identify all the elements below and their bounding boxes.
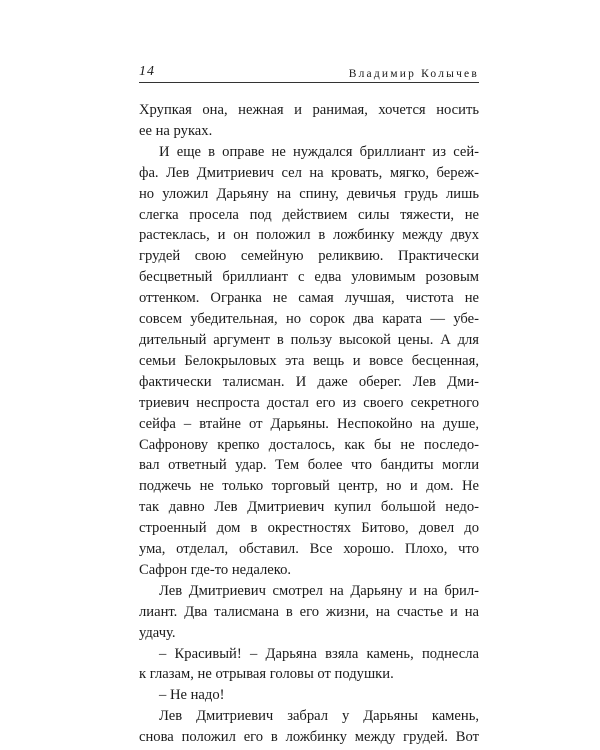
text-line: оттенком. Огранка не самая лучшая, чистота не: [139, 290, 479, 307]
text-line: снова положил его в ложбинку между грудей. Вот: [139, 729, 479, 746]
text-line: растеклась, и он положил в ложбинку между двух: [139, 227, 479, 244]
body-text: [139, 100, 479, 748]
page-header: [139, 58, 479, 80]
text-line: триевич неспроста достал его из своего секретного: [139, 394, 479, 411]
text-line: к глазам, не отрывая головы от подушки.: [139, 666, 394, 683]
page-number: 14: [139, 64, 155, 79]
text-line: сейфа – втайне от Дарьяны. Неспокойно на душе,: [139, 415, 479, 432]
text-line: совсем убедительная, но сорок два карата — убе-: [139, 311, 479, 328]
text-line: слегка просела под действием силы тяжести, не: [139, 206, 479, 223]
text-line: строенный дом в окрестностях Битово, довел до: [139, 520, 479, 537]
text-line: грудей свою семейную реликвию. Практически: [139, 248, 479, 265]
text-line: так давно Лев Дмитриевич купил большой недо-: [139, 499, 479, 516]
text-line: – Красивый! – Дарьяна взяла камень, поднесла: [159, 645, 479, 662]
text-line: Сафрон где-то недалеко.: [139, 561, 292, 578]
text-line: семьи Белокрыловых эта вещь и вовсе бесценная,: [139, 352, 479, 369]
text-line: И еще в оправе не нуждался бриллиант из сей-: [159, 143, 479, 160]
text-line: Лев Дмитриевич смотрел на Дарьяну и на брил-: [159, 582, 479, 599]
running-head-author: Владимир Колычев: [348, 68, 479, 80]
text-line: вал ответный удар. Тем более что бандиты могли: [139, 457, 479, 474]
text-line: Сафронову крепко досталось, как бы не последо-: [139, 436, 479, 453]
text-line: – Не надо!: [159, 687, 225, 704]
text-line: ее на руках.: [139, 122, 213, 139]
text-line: фа. Лев Дмитриевич сел на кровать, мягко, береж-: [139, 164, 479, 181]
text-line: Лев Дмитриевич забрал у Дарьяны камень,: [159, 708, 479, 725]
text-line: дительный аргумент в пользу высокой цены. А для: [139, 331, 479, 348]
header-rule: [139, 82, 479, 83]
text-line: Хрупкая она, нежная и ранимая, хочется носить: [139, 102, 479, 118]
text-line: лиант. Два талисмана в его жизни, на счастье и на: [139, 603, 479, 620]
text-line: бесцветный бриллиант с едва уловимым розовым: [139, 269, 479, 286]
text-line: поджечь не только торговый центр, но и дом. Не: [139, 478, 479, 495]
text-line: фактически талисман. И даже оберег. Лев Дми-: [139, 373, 479, 390]
text-line: но уложил Дарьяну на спину, девичья грудь лишь: [139, 185, 479, 202]
text-line: удачу.: [139, 624, 176, 641]
text-line: ума, отделал, обставил. Все хорошо. Плохо, что: [139, 541, 479, 558]
